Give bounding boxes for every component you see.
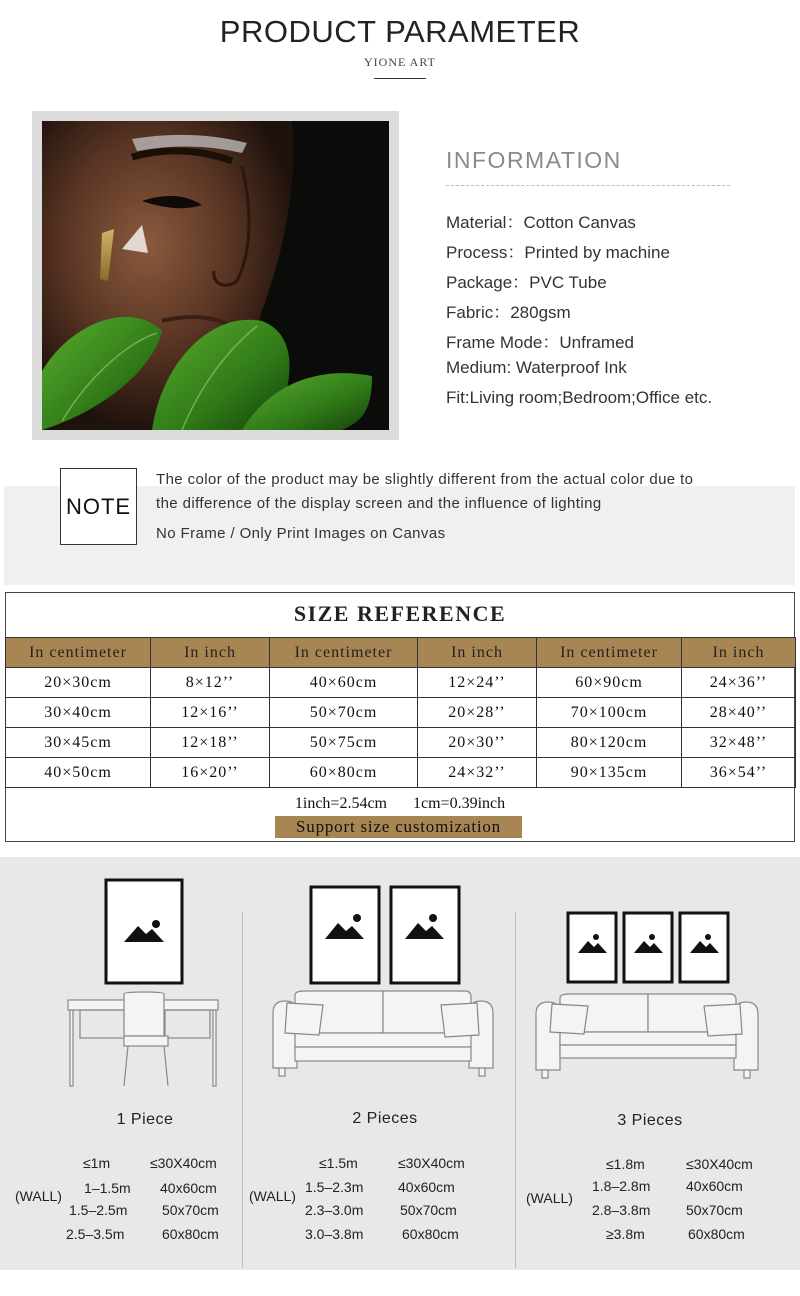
wall-width: ≤1m: [83, 1155, 111, 1171]
wall-width: 2.5–3.5m: [66, 1226, 125, 1242]
size-cell: 40×60cm: [270, 668, 418, 698]
info-fabric: Fabric：280gsm: [446, 303, 571, 322]
frame-size: 40x60cm: [160, 1180, 217, 1196]
three-pieces-label: 3 Pieces: [617, 1112, 683, 1129]
size-cell: 20×28’’: [418, 698, 537, 728]
size-cell: 90×135cm: [537, 758, 682, 788]
size-cell: 80×120cm: [537, 728, 682, 758]
table-row: [6, 698, 796, 728]
size-cell: 70×100cm: [537, 698, 682, 728]
header-inch: In inch: [682, 638, 796, 668]
header-inch: In inch: [151, 638, 270, 668]
wall-width: ≥3.8m: [606, 1226, 645, 1242]
header-inch: In inch: [418, 638, 537, 668]
wall-width: 2.8–3.8m: [592, 1202, 651, 1218]
frame-size: ≤30X40cm: [398, 1155, 465, 1171]
page-title: PRODUCT PARAMETER: [219, 14, 581, 49]
frame-size: 40x60cm: [686, 1178, 743, 1194]
wall-width: 1.8–2.8m: [592, 1178, 651, 1194]
size-cell: 60×80cm: [270, 758, 418, 788]
table-row: [6, 668, 796, 698]
note-label: NOTE: [60, 468, 137, 545]
sofa-with-two-frames-illustration: [265, 883, 500, 1083]
info-frame-mode: Frame Mode：Unframed: [446, 333, 635, 352]
info-material: Material：Cotton Canvas: [446, 213, 636, 232]
note-line-3: No Frame / Only Print Images on Canvas: [156, 525, 446, 542]
header-cm: In centimeter: [270, 638, 418, 668]
size-cell: 60×90cm: [537, 668, 682, 698]
wall-width: 3.0–3.8m: [305, 1226, 364, 1242]
size-cell: 8×12’’: [151, 668, 270, 698]
size-cell: 36×54’’: [682, 758, 796, 788]
wall-width: 2.3–3.0m: [305, 1202, 364, 1218]
frame-size: ≤30X40cm: [150, 1155, 217, 1171]
size-cell: 30×40cm: [6, 698, 151, 728]
size-cell: 24×36’’: [682, 668, 796, 698]
info-medium: Medium: Waterproof Ink: [446, 358, 627, 377]
information-title: INFORMATION: [446, 147, 622, 173]
frame-size: 50x70cm: [686, 1202, 743, 1218]
sofa-with-three-frames-illustration: [532, 908, 767, 1083]
wall-tag: (WALL): [526, 1190, 573, 1206]
size-cell: 40×50cm: [6, 758, 151, 788]
size-cell: 50×70cm: [270, 698, 418, 728]
desk-with-one-frame-illustration: [60, 876, 230, 1091]
size-table: [5, 637, 796, 788]
size-cell: 20×30cm: [6, 668, 151, 698]
table-row: [6, 728, 796, 758]
section-divider: [242, 912, 243, 1268]
wall-width: 1.5–2.5m: [69, 1202, 128, 1218]
frame-size: 50x70cm: [162, 1202, 219, 1218]
header-cm: In centimeter: [537, 638, 682, 668]
info-process: Process：Printed by machine: [446, 243, 670, 262]
info-fit: Fit:Living room;Bedroom;Office etc.: [446, 388, 713, 407]
information-divider: [446, 185, 730, 186]
size-cell: 28×40’’: [682, 698, 796, 728]
size-cell: 16×20’’: [151, 758, 270, 788]
wall-tag: (WALL): [249, 1188, 296, 1204]
wall-width: 1–1.5m: [84, 1180, 131, 1196]
size-cell: 50×75cm: [270, 728, 418, 758]
size-table-header: [6, 638, 796, 668]
size-cell: 32×48’’: [682, 728, 796, 758]
size-cell: 30×45cm: [6, 728, 151, 758]
frame-size: ≤30X40cm: [686, 1156, 753, 1172]
note-line-2: the difference of the display screen and the influence of lighting: [156, 495, 602, 512]
wall-tag: (WALL): [15, 1188, 62, 1204]
conversion-row: [0, 795, 800, 813]
section-divider: [515, 912, 516, 1268]
info-package: Package：PVC Tube: [446, 273, 607, 292]
size-cell: 12×16’’: [151, 698, 270, 728]
wall-width: ≤1.5m: [319, 1155, 358, 1171]
size-cell: 20×30’’: [418, 728, 537, 758]
cm-to-inch: 1cm=0.39inch: [413, 795, 506, 812]
frame-size: 40x60cm: [398, 1179, 455, 1195]
inch-to-cm: 1inch=2.54cm: [294, 795, 387, 812]
wall-width: ≤1.8m: [606, 1156, 645, 1172]
frame-size: 50x70cm: [400, 1202, 457, 1218]
header-cm: In centimeter: [6, 638, 151, 668]
size-cell: 12×18’’: [151, 728, 270, 758]
wall-width: 1.5–2.3m: [305, 1179, 364, 1195]
customization-banner: Support size customization: [275, 816, 522, 838]
table-row: [6, 758, 796, 788]
size-cell: 12×24’’: [418, 668, 537, 698]
title-underline: [374, 78, 426, 79]
note-line-1: The color of the product may be slightly different from the actual color due to: [156, 471, 694, 488]
product-photo: [42, 121, 389, 430]
frame-size: 60x80cm: [688, 1226, 745, 1242]
size-cell: 24×32’’: [418, 758, 537, 788]
frame-size: 60x80cm: [162, 1226, 219, 1242]
size-reference-title: SIZE REFERENCE: [293, 601, 507, 626]
brand-subtitle: YIONE ART: [364, 55, 436, 69]
two-pieces-label: 2 Pieces: [352, 1110, 418, 1127]
one-piece-label: 1 Piece: [116, 1111, 174, 1128]
frame-size: 60x80cm: [402, 1226, 459, 1242]
